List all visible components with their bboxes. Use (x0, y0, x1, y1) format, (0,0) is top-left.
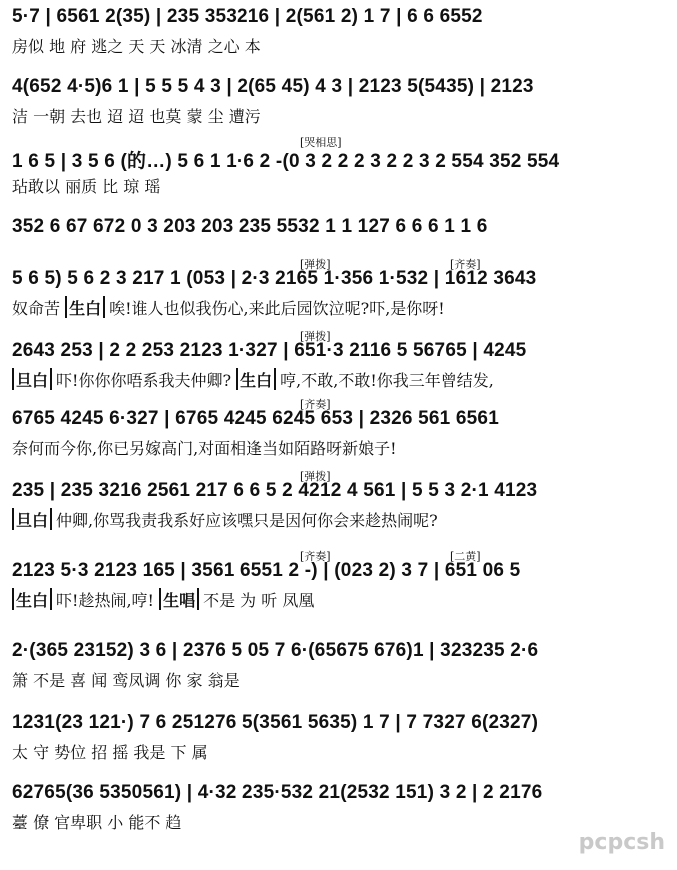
score-row (0, 398, 677, 458)
notation-line: 5 6 5) 5 6 2 3 217 1 (053 | 2·3 2165 1·356 1·532 | 1612 3643 (12, 268, 537, 289)
lyric-line (12, 244, 667, 266)
lyric-line (12, 588, 667, 610)
instrument-tag: [二黄] (450, 550, 481, 563)
instrument-tag: [弹拨] (300, 330, 331, 343)
score-row (0, 470, 677, 530)
notation-line: 62765(36 5350561) | 4·32 235·532 21(2532 151) 3 2 | 2 2176 (12, 782, 543, 803)
lyric-line (12, 436, 667, 458)
role-marker: 旦白 (12, 508, 52, 530)
notation-line: 2123 5·3 2123 165 | 3561 6551 2 -) | (023 2) 3 7 | 651 06 5 (12, 560, 521, 581)
role-marker: 生白 (236, 368, 276, 390)
score-row (0, 6, 677, 56)
lyric-line (12, 104, 667, 126)
role-marker: 生唱 (159, 588, 199, 610)
lyric-text: 奈何而今你,你已另嫁高门,对面相逢当如陌路呀新娘子! (12, 439, 397, 458)
lyric-line (12, 174, 667, 196)
notation-line: 1 6 5 | 3 5 6 (的…) 5 6 1 1·6 2 -(0 3 2 2 2 3 2 2 3 2 554 352 554 (12, 151, 560, 172)
instrument-tag: [齐奏] (300, 550, 331, 563)
score-row (0, 136, 677, 196)
score-row (0, 76, 677, 126)
notation-line: 2·(365 23152) 3 6 | 2376 5 05 7 6·(65675 676)1 | 323235 2·6 (12, 640, 539, 661)
score-row (0, 782, 677, 832)
score-row (0, 330, 677, 390)
dialogue-text: 不是 为 听 凤凰 (203, 591, 315, 610)
notation-line: 1231(23 121·) 7 6 251276 5(3561 5635) 1 7 | 7 7327 6(2327) (12, 712, 539, 733)
role-marker: 旦白 (12, 368, 52, 390)
score-row (0, 258, 677, 318)
lyric-text: 奴命苦 (12, 299, 66, 318)
notation-line: 6765 4245 6·327 | 6765 4245 6245 653 | 2326 561 6561 (12, 408, 499, 429)
lyric-text: 薹 僚 官卑职 小 能不 趋 (12, 813, 182, 832)
lyric-line (12, 668, 667, 690)
lyric-line (12, 508, 667, 530)
score-row (0, 712, 677, 762)
lyric-text: 太 守 势位 招 摇 我是 下 属 (12, 743, 208, 762)
lyric-line (12, 296, 667, 318)
instrument-tag: [齐奏] (450, 258, 481, 271)
dialogue-text: 仲卿,你骂我责我系好应该嘿只是因何你会来趁热闹呢? (56, 511, 438, 530)
score-row (0, 640, 677, 690)
notation-line: 352 6 67 672 0 3 203 203 235 5532 1 1 127 6 6 6 1 1 6 (12, 216, 488, 237)
notation-line: 235 | 235 3216 2561 217 6 6 5 2 4212 4 561 | 5 5 3 2·1 4123 (12, 480, 538, 501)
instrument-tag: [哭相思] (300, 136, 342, 149)
dialogue-text: 吓!你你你唔系我夫仲卿? (56, 371, 237, 390)
lyric-line (12, 368, 667, 390)
notation-line: 4(652 4·5)6 1 | 5 5 5 4 3 | 2(65 45) 4 3 | 2123 5(5435) | 2123 (12, 76, 534, 97)
notation-line: 2643 253 | 2 2 253 2123 1·327 | 651·3 2116 5 56765 | 4245 (12, 340, 527, 361)
dialogue-text: 哼,不敢,不敢!你我三年曾结发, (280, 371, 494, 390)
role-marker: 生白 (12, 588, 52, 610)
instrument-tag: [齐奏] (300, 398, 331, 411)
lyric-text: 玷敢以 丽质 比 琼 瑶 (12, 177, 161, 196)
dialogue-text: 吓!趁热闹,哼! (56, 591, 160, 610)
score-row (0, 550, 677, 610)
lyric-line (12, 810, 667, 832)
lyric-text: 洁 一朝 去也 迢 迢 也莫 蒙 尘 遭污 (12, 107, 261, 126)
lyric-text: 箫 不是 喜 闻 鸾凤调 你 家 翁是 (12, 671, 240, 690)
watermark: pcpcsh (578, 830, 665, 855)
dialogue-text: 唉!谁人也似我伤心,来此后园饮泣呢?吓,是你呀! (109, 299, 445, 318)
score-row (0, 216, 677, 266)
lyric-text: 房似 地 府 逃之 天 天 冰清 之心 本 (12, 37, 261, 56)
instrument-tag: [弹拨] (300, 470, 331, 483)
role-marker: 生白 (65, 296, 105, 318)
lyric-line (12, 34, 667, 56)
notation-line: 5·7 | 6561 2(35) | 235 353216 | 2(561 2) 1 7 | 6 6 6552 (12, 6, 483, 27)
lyric-line (12, 740, 667, 762)
instrument-tag: [弹拨] (300, 258, 331, 271)
